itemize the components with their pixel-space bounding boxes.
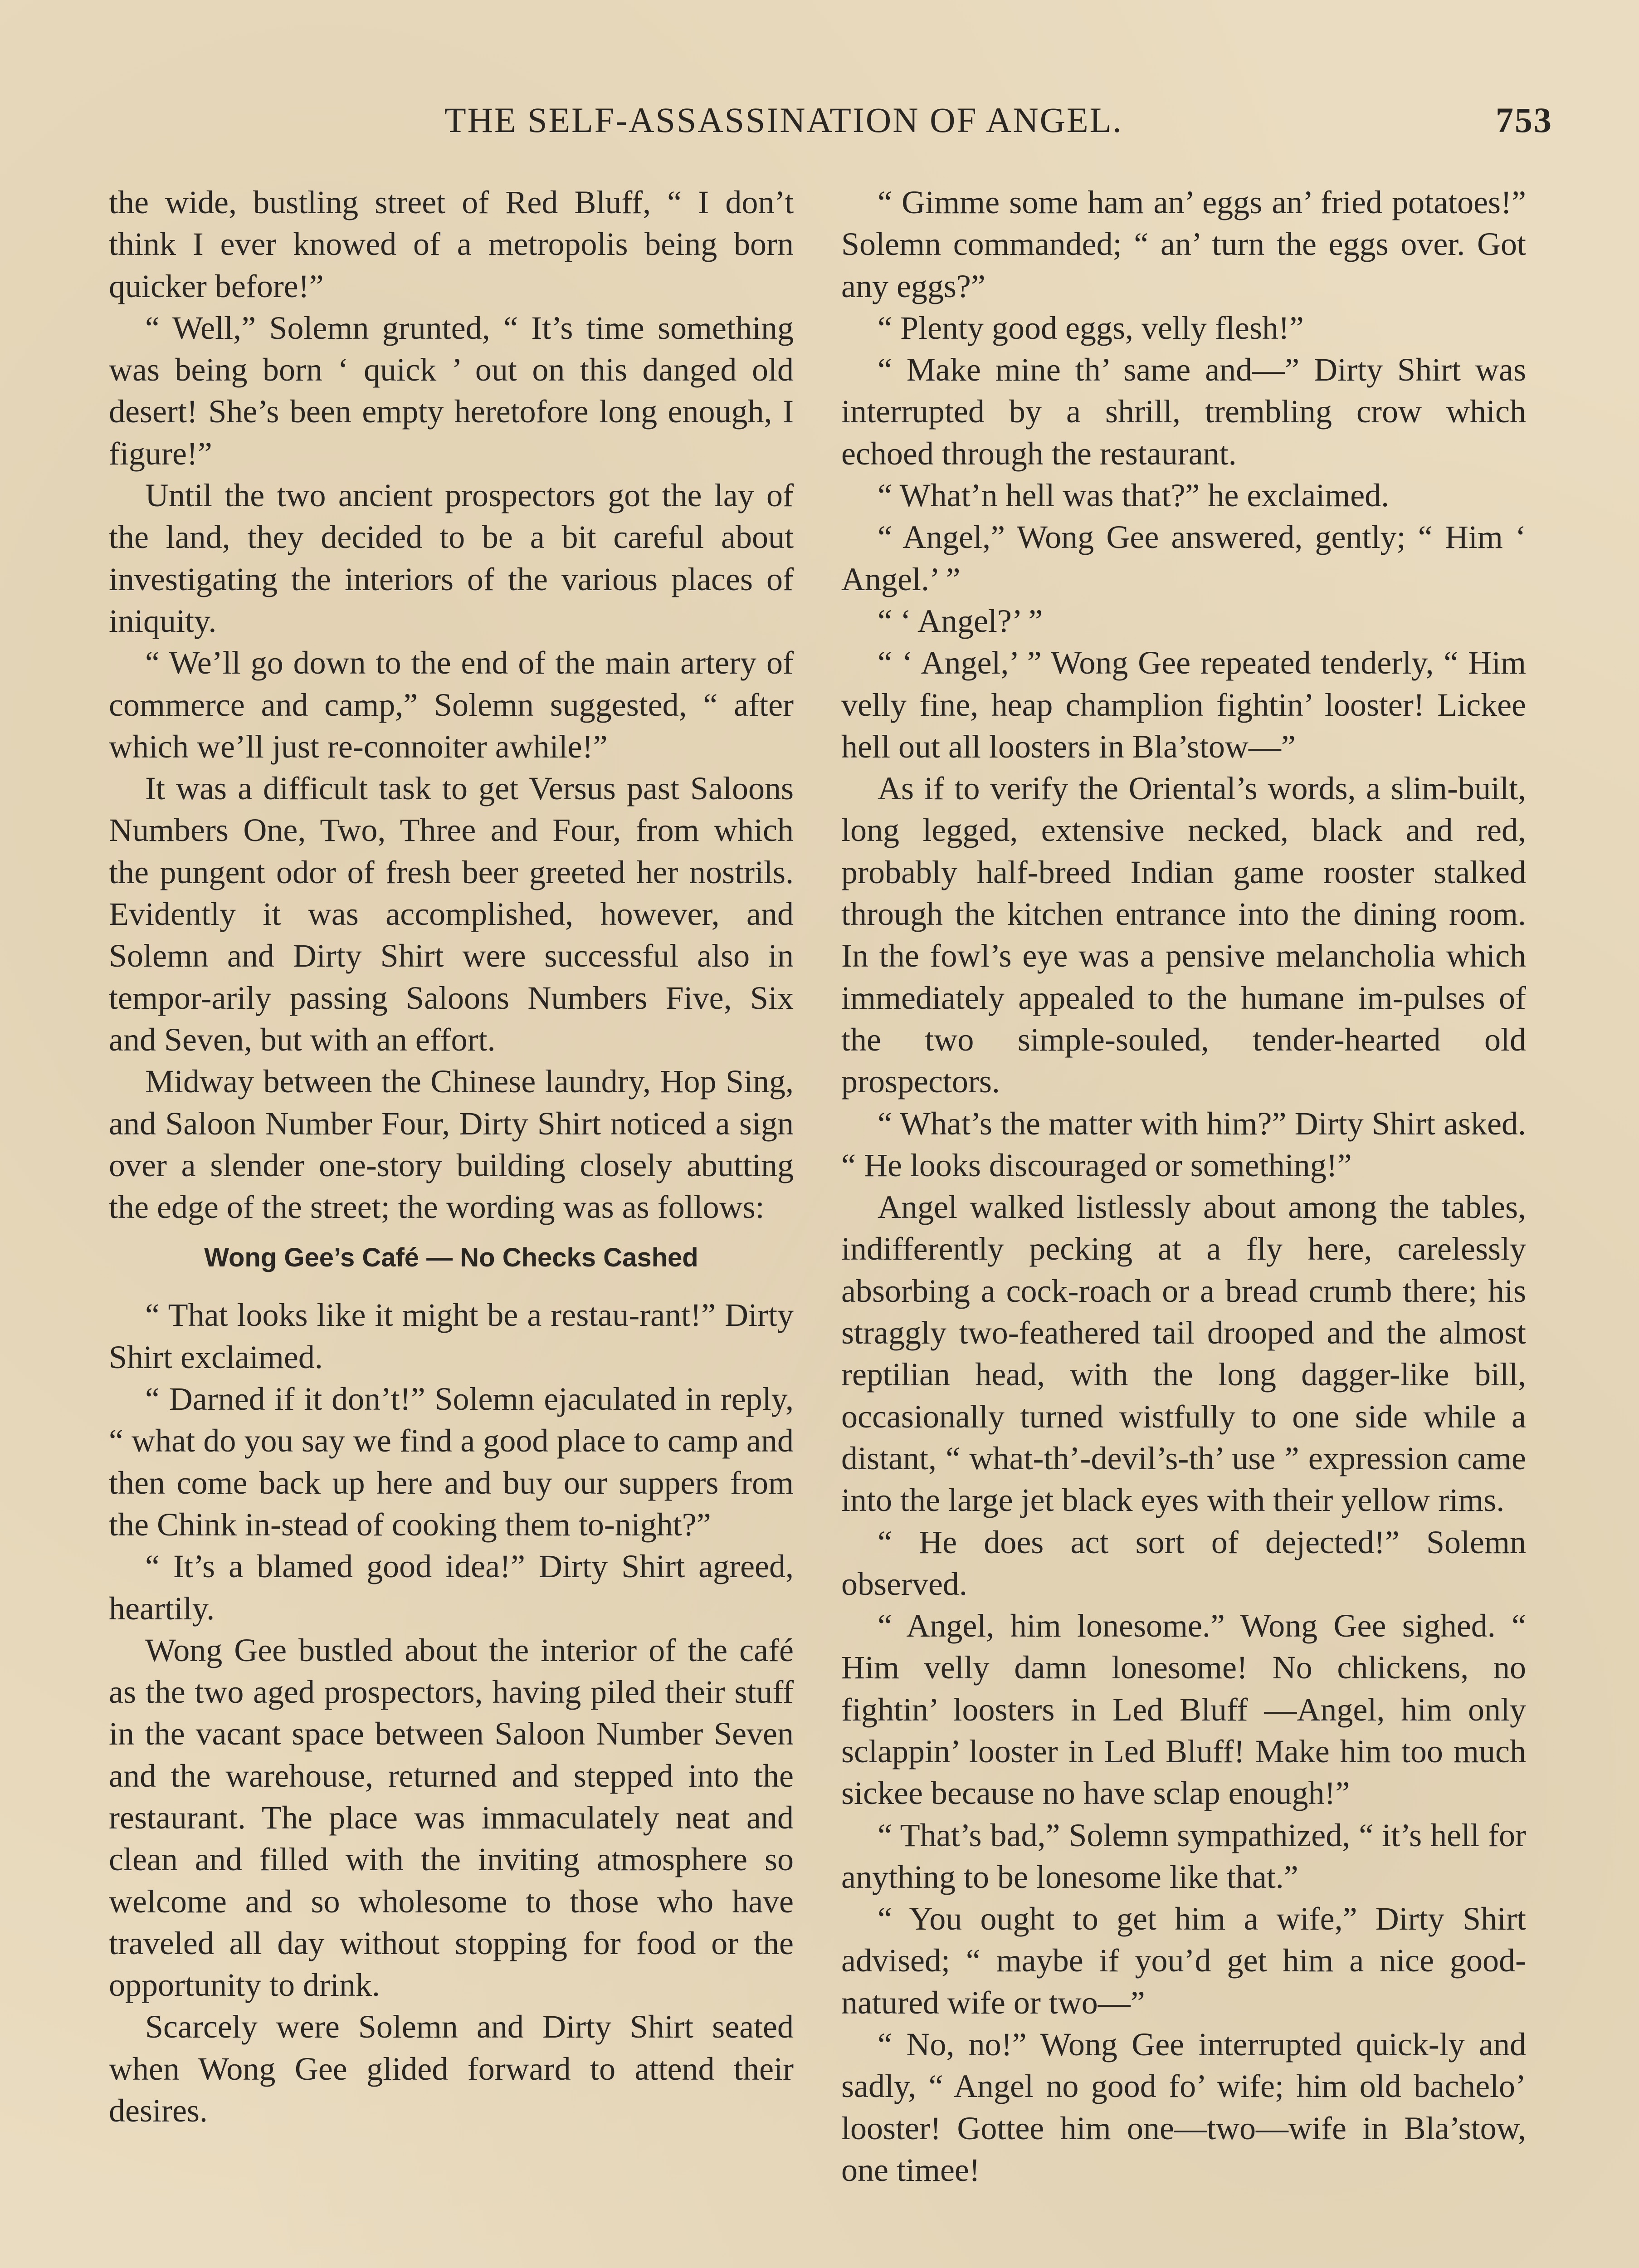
- cafe-sign-text: Wong Gee’s Café — No Checks Cashed: [204, 1243, 698, 1273]
- left-column: [109, 181, 794, 2131]
- paragraph: “ Plenty good eggs, velly flesh!”: [878, 309, 1304, 346]
- paragraph: “ That’s bad,” Solemn sympathized, “ it’s hell for anything to be lonesome like that.”: [841, 1817, 1526, 1895]
- paragraph: “ We’ll go down to the end of the main artery of commerce and camp,” Solemn suggested, “ after which we’ll just re-connoiter awhile!”: [109, 645, 794, 765]
- paragraph: “ Angel,” Wong Gee answered, gently; “ Him ‘ Angel.’ ”: [841, 519, 1526, 597]
- paragraph: “ You ought to get him a wife,” Dirty Shirt advised; “ maybe if you’d get him a nice good-natured wife or two—”: [841, 1901, 1526, 2021]
- running-header: [444, 100, 1553, 150]
- paragraph: “ Make mine th’ same and—” Dirty Shirt was interrupted by a shrill, trembling crow which echoed through the restaurant.: [841, 352, 1526, 472]
- paragraph: “ Well,” Solemn grunted, “ It’s time something was being born ‘ quick ’ out on this danged old desert! She’s been empty heretofore long enough, I figure!”: [109, 309, 794, 472]
- paragraph: “ Gimme some ham an’ eggs an’ fried potatoes!” Solemn commanded; “ an’ turn the eggs over. Got any eggs?”: [841, 184, 1526, 304]
- page-number: 753: [1496, 100, 1553, 140]
- right-column: [841, 181, 1526, 2191]
- paragraph: Scarcely were Solemn and Dirty Shirt seated when Wong Gee glided forward to attend their desires.: [109, 2009, 794, 2129]
- paragraph: “ Angel, him lonesome.” Wong Gee sighed. “ Him velly damn lonesome! No chlickens, no fightin’ loosters in Led Bluff —Angel, him only sclappin’ looster in Led Bluff! Make him too much sickee because no have sclap enough!”: [841, 1608, 1526, 1812]
- paragraph: “ No, no!” Wong Gee interrupted quick-ly and sadly, “ Angel no good fo’ wife; him old bachelo’ looster! Gottee him one—two—wife in Bla’stow, one timee!: [841, 2026, 1526, 2188]
- paragraph: As if to verify the Oriental’s words, a slim-built, long legged, extensive necked, black and red, probably half-breed Indian game rooster stalked through the kitchen entrance into the dining room. In the fowl’s eye was a pensive melancholia which immediately appealed to the humane im-pulses of the two simple-souled, tender-hearted old prospectors.: [841, 770, 1526, 1100]
- paragraph: “ Darned if it don’t!” Solemn ejaculated in reply, “ what do you say we find a good place to camp and then come back up here and buy our suppers from the Chink in-stead of cooking them to-night?”: [109, 1381, 794, 1543]
- page-title: THE SELF-ASSASSINATION OF ANGEL.: [444, 100, 1123, 140]
- paragraph: the wide, bustling street of Red Bluff, “ I don’t think I ever knowed of a metropolis being born quicker before!”: [109, 184, 794, 304]
- paragraph: “ It’s a blamed good idea!” Dirty Shirt agreed, heartily.: [109, 1548, 794, 1627]
- paragraph: “ What’s the matter with him?” Dirty Shirt asked. “ He looks discouraged or something!”: [841, 1105, 1526, 1183]
- paragraph: “ That looks like it might be a restau-rant!” Dirty Shirt exclaimed.: [109, 1297, 794, 1375]
- paragraph: It was a difficult task to get Versus past Saloons Numbers One, Two, Three and Four, from which the pungent odor of fresh beer greeted her nostrils. Evidently it was accomplished, however, and Solemn and Dirty Shirt were successful also in tempor-arily passing Saloons Numbers Five, Six and Seven, but with an effort.: [109, 770, 794, 1058]
- paragraph: Midway between the Chinese laundry, Hop Sing, and Saloon Number Four, Dirty Shirt noticed a sign over a slender one-story building closely abutting the edge of the street; the wording was as follows:: [109, 1063, 794, 1226]
- paragraph: “ What’n hell was that?” he exclaimed.: [878, 477, 1390, 514]
- paragraph: “ He does act sort of dejected!” Solemn observed.: [841, 1524, 1526, 1602]
- paragraph: Wong Gee bustled about the interior of the café as the two aged prospectors, having piled their stuff in the vacant space between Saloon Number Seven and the warehouse, returned and stepped into the restaurant. The place was immaculately neat and clean and filled with the inviting atmosphere so welcome and so wholesome to those who have traveled all day without stopping for food or the opportunity to drink.: [109, 1632, 794, 2004]
- paragraph: Angel walked listlessly about among the tables, indifferently pecking at a fly here, carelessly absorbing a cock-roach or a bread crumb there; his straggly two-feathered tail drooped and the almost reptilian head, with the long dagger-like bill, occasionally turned wistfully to one side while a distant, “ what-th’-devil’s-th’ use ” expression came into the large jet black eyes with their yellow rims.: [841, 1189, 1526, 1519]
- paragraph: Until the two ancient prospectors got the lay of the land, they decided to be a bit careful about investigating the interiors of the various places of iniquity.: [109, 477, 794, 639]
- paragraph: “ ‘ Angel?’ ”: [878, 602, 1043, 639]
- paragraph: “ ‘ Angel,’ ” Wong Gee repeated tenderly, “ Him velly fine, heap champlion fightin’ looster! Lickee hell out all loosters in Bla’stow—”: [841, 645, 1526, 765]
